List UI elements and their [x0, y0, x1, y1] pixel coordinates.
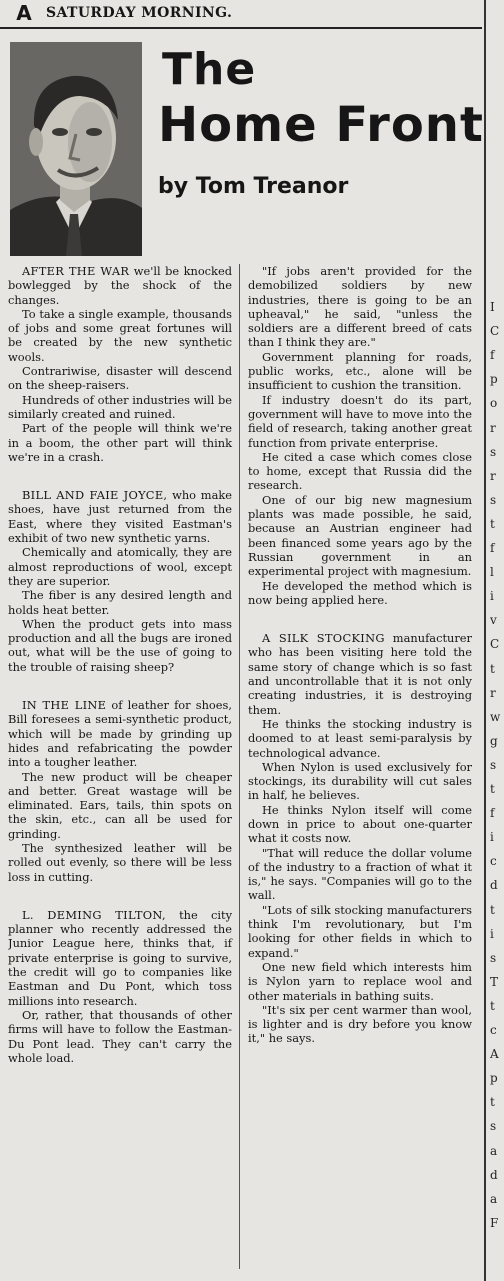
- article-column-left: [8, 264, 240, 1269]
- clipped-letter: t: [490, 782, 495, 797]
- paragraph-text: the city planner who recently addressed the Junior League here, thinks that, if private enterprise is going to survive, the credit will go to companies like Eastman and Du Pont, which toss millions into research.: [8, 907, 233, 1008]
- section-lead-in: A SILK STOCKING: [262, 631, 385, 646]
- paragraph-text: "It's six per cent warmer than wool, is lighter and is dry before you know it," he says.: [248, 1002, 472, 1046]
- clipped-letter: a: [490, 1191, 498, 1206]
- clipped-letter: I: [490, 300, 495, 314]
- clipped-letter: r: [490, 420, 496, 435]
- paragraph-text: "Lots of silk stocking manufacturers think I'm revolutionary, but I'm looking for other fields in which to expand.": [248, 902, 472, 960]
- clipped-letter: v: [490, 613, 497, 628]
- clipped-letter: T: [490, 974, 499, 989]
- masthead-rule: [0, 27, 482, 29]
- article-paragraph: [8, 364, 232, 393]
- paragraph-text: To take a single example, thousands of jobs and some great fortunes will be created by the new synthetic wools.: [8, 306, 232, 364]
- paragraph-text: One of our big new magnesium plants was made possible, he said, because an Austrian engineer had been financed some years ago by the Russian government in an experimental project with magnesium.: [248, 492, 472, 579]
- clipped-letter: p: [490, 1071, 498, 1086]
- clipped-letter: d: [490, 1167, 498, 1182]
- article-paragraph: [8, 1008, 232, 1065]
- paragraph-text: "That will reduce the dollar volume of the industry to a fraction of what it is," he says. "Companies will go to the wall.: [248, 845, 472, 903]
- clipped-letter: s: [490, 1119, 497, 1134]
- clipped-letter: f: [490, 541, 495, 556]
- section-lead-in: IN THE LINE: [22, 698, 107, 713]
- page-letter: A: [16, 1, 32, 25]
- clipped-letter: A: [490, 1047, 499, 1062]
- byline: by Tom Treanor: [158, 174, 349, 199]
- paragraph-text: The synthesized leather will be rolled out evenly, so there will be less loss in cutting.: [8, 840, 232, 884]
- paragraph-text: who make shoes, have just returned from the East, where they visited Eastman's exhibit of two new synthetic yarns.: [8, 488, 233, 546]
- clipped-letter: t: [490, 661, 495, 676]
- article-paragraph: [248, 803, 472, 846]
- clipped-letter: s: [490, 444, 497, 459]
- clipped-letter: t: [490, 1095, 495, 1110]
- paragraph-text: He thinks Nylon itself will come down in price to about one-quarter what it costs now.: [248, 802, 472, 846]
- article-paragraph: [248, 264, 472, 350]
- clipped-letter: d: [490, 878, 498, 893]
- article-paragraph: [248, 1003, 472, 1046]
- section-break: [8, 464, 232, 488]
- clipped-letter: i: [490, 589, 494, 604]
- article-paragraph: [248, 493, 472, 579]
- section-lead-in: BILL AND FAIE JOYCE,: [22, 488, 168, 503]
- clipped-letter: i: [490, 926, 494, 941]
- article-paragraph: [248, 846, 472, 903]
- paragraph-text: Part of the people will think we're in a boom, the other part will think we're in a crash.: [8, 421, 232, 464]
- adjacent-column-fragment: [484, 0, 504, 1281]
- column-heading: [158, 44, 484, 199]
- edition-day: SATURDAY MORNING.: [46, 5, 233, 21]
- article-paragraph: [8, 770, 232, 841]
- article-paragraph: [248, 579, 472, 608]
- section-break: [8, 674, 232, 698]
- clipped-letter: w: [490, 709, 501, 724]
- article-paragraph: [248, 631, 472, 717]
- column-title-line-1: The: [162, 44, 257, 95]
- paragraph-text: He thinks the stocking industry is doomed to at least semi-paralysis by technological advance.: [248, 716, 472, 760]
- clipped-letter: C: [490, 637, 500, 652]
- paragraph-text: Hundreds of other industries will be similarly created and ruined.: [8, 392, 232, 421]
- paragraph-text: He cited a case which comes close to home, except that Russia did the research.: [248, 449, 472, 493]
- article-paragraph: [8, 307, 232, 364]
- clipped-letter: t: [490, 998, 495, 1013]
- article-paragraph: [8, 841, 232, 884]
- clipped-letter: p: [490, 372, 498, 387]
- clipped-letter: s: [490, 757, 497, 772]
- article-paragraph: [8, 588, 232, 617]
- paragraph-text: Or, rather, that thousands of other firms will have to follow the Eastman-Du Pont lead. They can't carry the whole load.: [8, 1007, 232, 1065]
- paragraph-text: Government planning for roads, public works, etc., alone will be insufficient to cushion the transition.: [248, 349, 472, 393]
- section-break: [8, 884, 232, 908]
- article-paragraph: [8, 488, 232, 545]
- clipped-letter: f: [490, 348, 495, 363]
- clipped-letter: r: [490, 685, 496, 700]
- paragraph-text: of leather for shoes, Bill foresees a semi-synthetic product, which will be made by grinding up hides and refabricating the powder into a tougher leather.: [8, 698, 232, 770]
- paragraph-text: The fiber is any desired length and holds heat better.: [8, 588, 232, 617]
- clipped-letter: r: [490, 468, 496, 483]
- article-body: [8, 264, 480, 1269]
- article-paragraph: [8, 617, 232, 674]
- clipped-letter: g: [490, 733, 498, 748]
- clipped-letter: f: [490, 806, 495, 821]
- article-paragraph: [8, 698, 232, 769]
- article-paragraph: [8, 264, 232, 307]
- paragraph-text: When Nylon is used exclusively for stockings, its durability will cut sales in half, he believes.: [248, 759, 472, 803]
- article-paragraph: [248, 393, 472, 450]
- clipped-letter: t: [490, 516, 495, 531]
- clipped-letter: s: [490, 950, 497, 965]
- article-paragraph: [248, 903, 472, 960]
- paragraph-text: Contrariwise, disaster will descend on the sheep-raisers.: [8, 364, 232, 393]
- clipped-letter: s: [490, 492, 497, 507]
- paragraph-text: He developed the method which is now being applied here.: [248, 578, 472, 607]
- section-lead-in: L. DEMING TILTON,: [22, 907, 166, 922]
- section-break: [248, 607, 472, 631]
- columnist-photo: [10, 42, 142, 256]
- clipped-letter: i: [490, 830, 494, 845]
- paragraph-text: manufacturer who has been visiting here told the same story of change which is so fast and uncontrollable that it is not only creating industries, it is destroying them.: [248, 631, 472, 717]
- article-paragraph: [248, 960, 472, 1003]
- clipped-letter: F: [490, 1215, 499, 1230]
- paragraph-text: One new field which interests him is Nylon yarn to replace wool and other materials in bathing suits.: [248, 959, 472, 1003]
- column-title-line-2: Home Front: [158, 97, 484, 153]
- clipped-letter: l: [490, 565, 494, 580]
- clipped-letter: a: [490, 1143, 498, 1158]
- paragraph-text: we'll be knocked bowlegged by the shock of the changes.: [8, 264, 232, 307]
- masthead: [2, 0, 502, 26]
- article-paragraph: [248, 717, 472, 760]
- article-paragraph: [8, 421, 232, 464]
- paragraph-text: "If jobs aren't provided for the demobilized soldiers by new industries, there is going to be an upheaval," he said, "unless the soldiers are a different breed of cats than I think they are.": [248, 264, 472, 350]
- clipped-letter: c: [490, 1023, 497, 1038]
- article-column-right: [240, 264, 478, 1269]
- paragraph-text: The new product will be cheaper and better. Great wastage will be eliminated. Ears, tails, thin spots on the skin, etc., can all be used for grinding.: [8, 769, 232, 841]
- paragraph-text: When the product gets into mass production and all the bugs are ironed out, what will be the use of going to the trouble of raising sheep?: [8, 616, 232, 674]
- article-paragraph: [248, 760, 472, 803]
- clipped-letter: c: [490, 854, 497, 869]
- article-paragraph: [8, 908, 232, 1008]
- article-paragraph: [8, 393, 232, 422]
- clipped-letter: t: [490, 902, 495, 917]
- article-paragraph: [8, 545, 232, 588]
- portrait-image: [10, 42, 142, 256]
- clipped-letter: o: [490, 396, 498, 411]
- article-paragraph: [248, 450, 472, 493]
- section-lead-in: AFTER THE WAR: [22, 264, 130, 278]
- article-paragraph: [248, 350, 472, 393]
- paragraph-text: Chemically and atomically, they are almost reproductions of wool, except they are superior.: [8, 545, 232, 588]
- clipped-letter: C: [490, 324, 500, 339]
- paragraph-text: If industry doesn't do its part, government will have to move into the field of research, taking another great function from private enterprise.: [248, 392, 472, 450]
